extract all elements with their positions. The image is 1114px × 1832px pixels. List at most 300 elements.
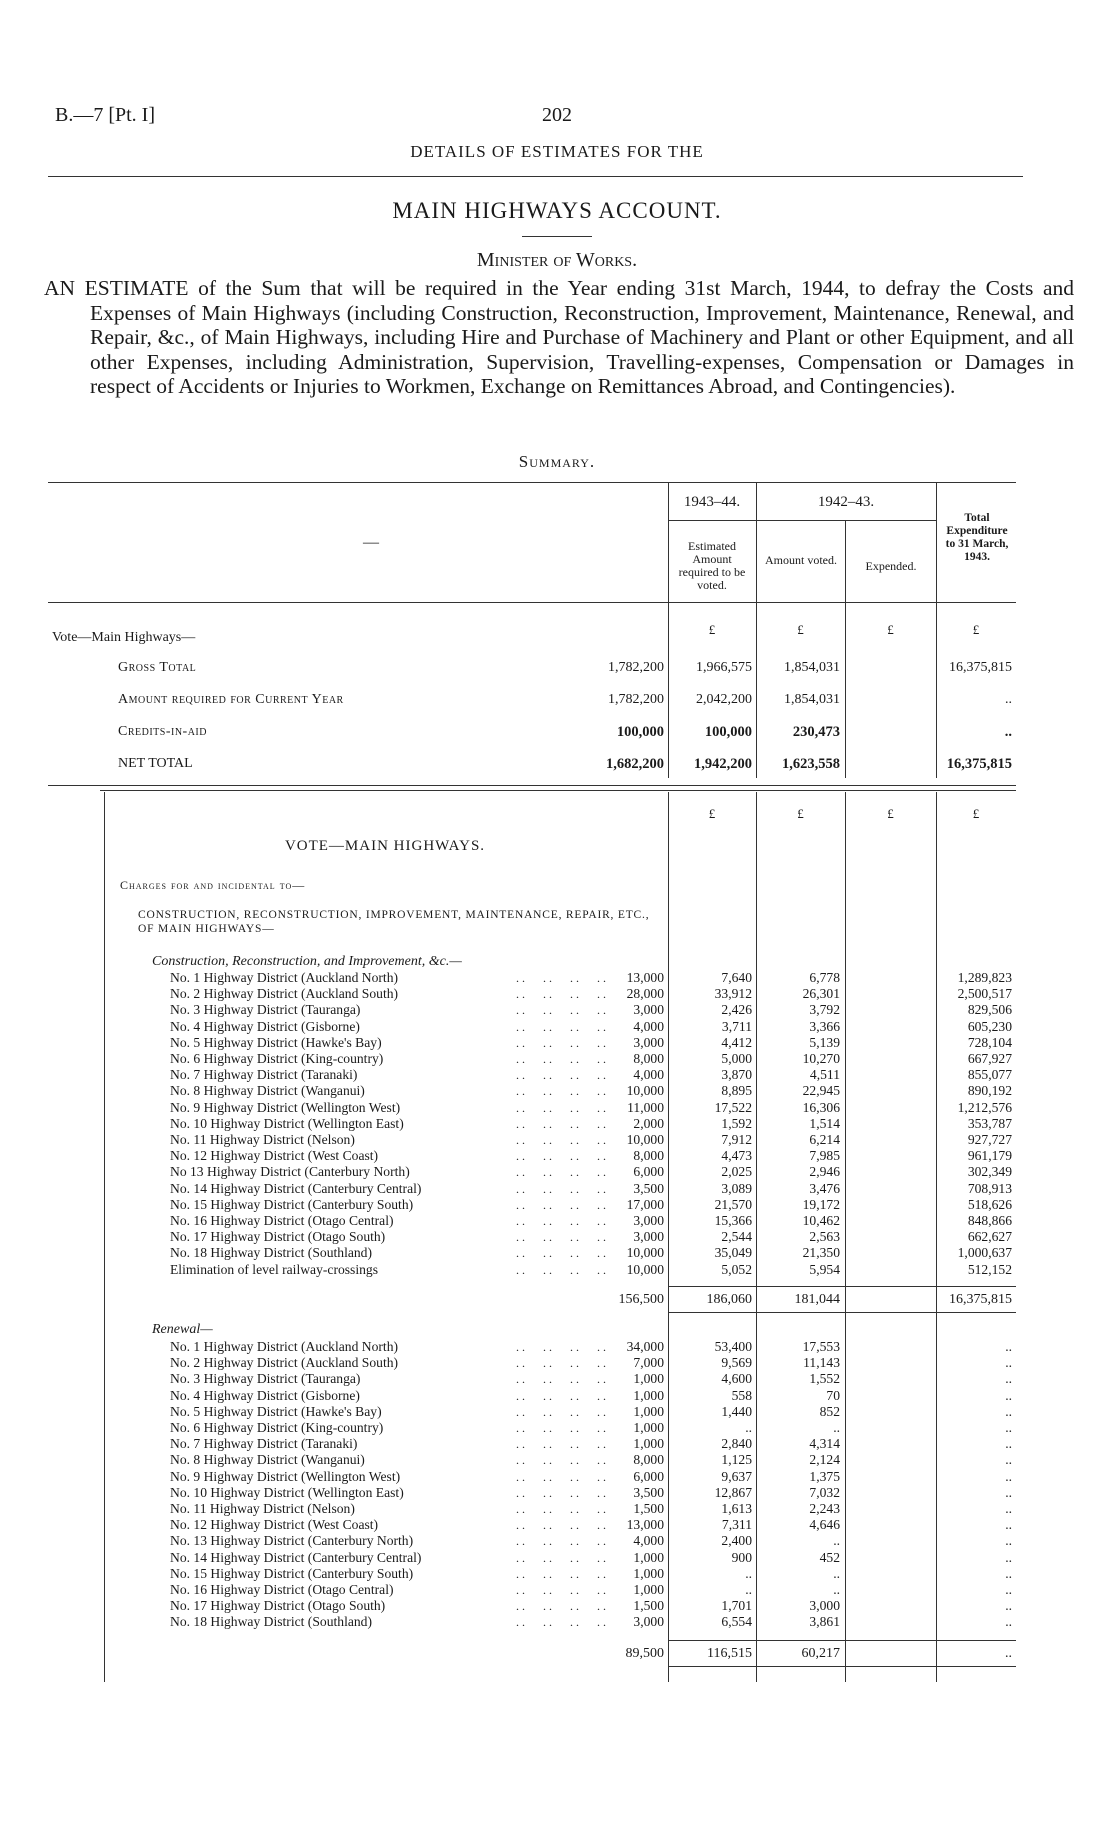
leader-dots: . . . . . . . . <box>510 1453 606 1468</box>
leader-dots: . . . . . . . . <box>510 1356 606 1371</box>
amount-v1: 3,000 <box>633 1229 664 1245</box>
currency-3: £ <box>887 622 894 637</box>
total-expenditure-header: Total Expenditure to 31 March, 1943. <box>945 512 1009 563</box>
district-name: No. 11 Highway District (Nelson) <box>170 1501 355 1516</box>
total-v3: 60,217 <box>801 1646 840 1661</box>
district-name: No. 9 Highway District (Wellington West) <box>170 1099 401 1115</box>
amount-v3: 26,301 <box>802 986 840 1002</box>
summary-cell-v1: 1,782,200 <box>608 692 664 707</box>
summary-cell-v4: 16,375,815 <box>946 756 1012 772</box>
district-name: No. 10 Highway District (Wellington East) <box>170 1484 404 1500</box>
district-name: No. 7 Highway District (Taranaki) <box>170 1067 358 1083</box>
amount-v2: 8,895 <box>721 1083 752 1099</box>
amount-v2: 6,554 <box>721 1614 752 1630</box>
summary-cell-v2: 2,042,200 <box>696 692 752 707</box>
amount-v3: 17,553 <box>802 1339 840 1354</box>
title-rule <box>522 236 592 237</box>
district-name: No. 14 Highway District (Canterbury Central) <box>170 1549 422 1565</box>
table-row <box>0 1002 1114 1018</box>
amount-v2: 5,000 <box>721 1051 752 1066</box>
table-row <box>0 1262 1114 1278</box>
amount-v3: 1,552 <box>809 1371 840 1387</box>
amount-v4: 1,212,576 <box>957 1099 1012 1115</box>
total-v2: 116,515 <box>707 1646 752 1661</box>
amount-v4: .. <box>1005 1484 1012 1500</box>
amount-v1: 3,000 <box>633 1213 664 1228</box>
amount-v3: 21,350 <box>802 1245 840 1261</box>
summary-row-label: Gross Total <box>118 660 197 675</box>
amount-v2: 4,600 <box>721 1371 752 1387</box>
amount-v3: 3,000 <box>809 1598 840 1614</box>
amount-v3: 19,172 <box>802 1196 840 1212</box>
table-row <box>0 1485 1114 1501</box>
amount-v3: 10,270 <box>802 1051 840 1066</box>
amount-v3: .. <box>833 1533 840 1549</box>
amount-v2: 3,870 <box>721 1067 752 1083</box>
amount-v3: 11,143 <box>803 1355 840 1371</box>
table-row <box>0 986 1114 1002</box>
total-v4: .. <box>1005 1646 1012 1661</box>
leader-dots: . . . . . . . . <box>510 1502 606 1516</box>
table-row <box>0 970 1114 986</box>
leader-dots: . . . . . . . . <box>510 1003 606 1018</box>
amount-v4: 927,727 <box>967 1132 1012 1147</box>
leader-dots: . . . . . . . . <box>510 1372 606 1387</box>
leader-dots: . . . . . . . . <box>510 1019 606 1034</box>
district-name: No. 2 Highway District (Auckland South) <box>170 1355 399 1371</box>
amount-v1: 10,000 <box>626 1245 664 1261</box>
amount-v1: 2,000 <box>633 1115 664 1131</box>
district-name: No. 15 Highway District (Canterbury South) <box>170 1196 414 1212</box>
amount-v3: 16,306 <box>802 1099 840 1115</box>
amount-v4: 961,179 <box>967 1148 1012 1164</box>
amount-v2: 12,867 <box>714 1484 752 1500</box>
amount-v2: 4,473 <box>721 1148 752 1164</box>
amount-v1: 3,000 <box>633 1034 664 1050</box>
amount-v4: 1,289,823 <box>957 970 1012 985</box>
leader-dots: . . . . . . . . <box>510 1469 606 1484</box>
amount-v1: 1,500 <box>633 1501 664 1516</box>
amount-v4: 890,192 <box>967 1083 1012 1099</box>
table-row <box>0 1229 1114 1245</box>
leader-dots: . . . . . . . . <box>510 1262 606 1277</box>
table-row <box>0 1452 1114 1468</box>
amount-v3: 6,778 <box>809 970 840 985</box>
table-row <box>0 1533 1114 1549</box>
table-row <box>0 1339 1114 1355</box>
summary-cell-v4: .. <box>1004 724 1012 740</box>
detail-currency-1: £ <box>708 806 716 821</box>
leader-dots: . . . . . . . . <box>510 1197 606 1212</box>
amount-v3: 2,124 <box>809 1452 840 1468</box>
district-name: No. 12 Highway District (West Coast) <box>170 1148 379 1164</box>
district-name: No. 15 Highway District (Canterbury South) <box>170 1565 414 1581</box>
amount-v3: 4,511 <box>809 1067 840 1083</box>
table-row <box>0 1598 1114 1614</box>
document-reference: B.—7 [Pt. I] <box>55 104 155 126</box>
amount-v4: .. <box>1005 1582 1012 1597</box>
amount-v3: 4,646 <box>809 1517 840 1533</box>
leader-dots: . . . . . . . . <box>510 1534 606 1549</box>
amount-v4: .. <box>1005 1436 1012 1452</box>
district-name: Elimination of level railway-crossings <box>170 1261 379 1277</box>
amount-v2: 7,912 <box>721 1132 752 1147</box>
amount-v3: 10,462 <box>802 1213 840 1228</box>
amount-v4: .. <box>1005 1517 1012 1533</box>
summary-row-label: Amount required for Current Year <box>118 692 344 707</box>
amount-v2: 2,840 <box>721 1436 752 1452</box>
summary-bottom-rule-2 <box>100 790 1016 791</box>
amount-v4: .. <box>1005 1355 1012 1371</box>
amount-v1: 13,000 <box>626 1517 664 1533</box>
district-name: No. 18 Highway District (Southland) <box>170 1245 372 1261</box>
amount-v1: 4,000 <box>633 1067 664 1083</box>
amount-v3: 2,946 <box>809 1164 840 1180</box>
amount-v3: .. <box>833 1420 840 1435</box>
leader-dots: . . . . . . . . <box>510 1485 606 1500</box>
district-name: No. 5 Highway District (Hawke's Bay) <box>170 1034 382 1050</box>
table-row <box>0 1582 1114 1598</box>
amount-v1: 3,500 <box>633 1180 664 1196</box>
total-v1: 156,500 <box>618 1292 664 1307</box>
amount-v3: 7,032 <box>809 1484 840 1500</box>
amount-v2: 2,544 <box>721 1229 752 1245</box>
table-row <box>0 1019 1114 1035</box>
amount-v2: .. <box>745 1582 752 1597</box>
table-row <box>0 1245 1114 1261</box>
amount-v3: 4,314 <box>809 1436 840 1452</box>
amount-v3: 3,792 <box>809 1002 840 1018</box>
leader-dots: . . . . . . . . <box>510 1100 606 1115</box>
amount-v4: 512,152 <box>967 1261 1012 1277</box>
leader-dots: . . . . . . . . <box>510 1181 606 1196</box>
amount-v3: 3,861 <box>809 1614 840 1630</box>
summary-cell-v3: 1,623,558 <box>782 756 840 772</box>
leader-dots: . . . . . . . . <box>510 1116 606 1131</box>
amount-v2: 1,592 <box>721 1115 752 1131</box>
amount-v2: 7,640 <box>721 970 752 985</box>
amount-v2: 558 <box>731 1387 752 1403</box>
district-name: No. 13 Highway District (Canterbury North) <box>170 1533 414 1549</box>
district-name: No 13 Highway District (Canterbury North) <box>170 1164 410 1180</box>
amount-v2: 5,052 <box>721 1261 752 1277</box>
amount-v1: 8,000 <box>633 1051 664 1066</box>
district-name: No. 3 Highway District (Tauranga) <box>170 1002 361 1018</box>
table-row <box>0 1517 1114 1533</box>
amount-v1: 7,000 <box>633 1355 664 1371</box>
table-row <box>0 1371 1114 1387</box>
table-row <box>0 1051 1114 1067</box>
amount-v4: .. <box>1005 1501 1012 1516</box>
leader-dots: . . . . . . . . <box>510 987 606 1002</box>
amount-v4: .. <box>1005 1452 1012 1468</box>
amount-v1: 1,000 <box>633 1403 664 1419</box>
amount-v2: 9,569 <box>721 1355 752 1371</box>
district-name: No. 8 Highway District (Wanganui) <box>170 1083 365 1099</box>
amount-v2: 33,912 <box>714 986 752 1002</box>
table-row <box>0 1388 1114 1404</box>
amount-v4: 848,866 <box>967 1213 1012 1228</box>
table-row <box>0 1067 1114 1083</box>
amount-v2: 35,049 <box>714 1245 752 1261</box>
amount-v1: 10,000 <box>626 1261 664 1277</box>
amount-v2: .. <box>745 1420 752 1435</box>
amount-v1: 1,000 <box>633 1565 664 1581</box>
amount-v4: 728,104 <box>967 1034 1012 1050</box>
summary-cell-v1: 1,782,200 <box>608 660 664 675</box>
amount-v2: 21,570 <box>714 1196 752 1212</box>
summary-row-label: NET TOTAL <box>118 756 193 771</box>
amount-v4: 829,506 <box>967 1002 1012 1018</box>
summary-header-bottom-rule <box>48 602 1016 603</box>
table-row <box>0 1181 1114 1197</box>
amount-v3: 3,366 <box>809 1018 840 1034</box>
amount-v3: 70 <box>826 1387 840 1403</box>
amount-v3: 2,563 <box>809 1229 840 1245</box>
amount-v4: 662,627 <box>967 1229 1012 1245</box>
summary-top-rule <box>48 482 1016 483</box>
leader-dots: . . . . . . . . <box>510 1599 606 1614</box>
amount-v4: 518,626 <box>967 1196 1012 1212</box>
amount-v2: 1,613 <box>721 1501 752 1516</box>
table-row <box>0 1501 1114 1517</box>
leader-dots: . . . . . . . . <box>510 1246 606 1261</box>
amount-v1: 4,000 <box>633 1018 664 1034</box>
leader-dots: . . . . . . . . <box>510 1068 606 1083</box>
district-name: No. 6 Highway District (King-country) <box>170 1420 384 1435</box>
district-name: No. 18 Highway District (Southland) <box>170 1614 372 1630</box>
table-row <box>0 1164 1114 1180</box>
amount-v1: 4,000 <box>633 1533 664 1549</box>
header-rule <box>48 176 1023 177</box>
amount-v2: 1,440 <box>721 1403 752 1419</box>
amount-v1: 10,000 <box>626 1132 664 1147</box>
table-row <box>0 1083 1114 1099</box>
amount-v3: 1,514 <box>809 1115 840 1131</box>
col-rule-4 <box>936 482 937 602</box>
amount-v1: 28,000 <box>626 986 664 1002</box>
table-row <box>0 1436 1114 1452</box>
summary-cell-v4: 16,375,815 <box>949 660 1012 675</box>
amount-v2: 53,400 <box>714 1339 752 1354</box>
district-name: No. 8 Highway District (Wanganui) <box>170 1452 365 1468</box>
amount-v4: 302,349 <box>967 1164 1012 1180</box>
table-row <box>0 1614 1114 1630</box>
district-name: No. 16 Highway District (Otago Central) <box>170 1213 394 1228</box>
table-row <box>0 1420 1114 1436</box>
amount-v3: 5,954 <box>809 1261 840 1277</box>
table-row <box>0 1355 1114 1371</box>
district-name: No. 4 Highway District (Gisborne) <box>170 1018 360 1034</box>
district-name: No. 12 Highway District (West Coast) <box>170 1517 379 1533</box>
amount-v4: .. <box>1005 1549 1012 1565</box>
amount-v1: 17,000 <box>626 1196 664 1212</box>
summary-cell-v2: 1,942,200 <box>694 756 752 772</box>
amount-v4: .. <box>1005 1403 1012 1419</box>
detail-currency-4: £ <box>972 806 980 821</box>
year-1943-44: 1943–44. <box>683 494 741 510</box>
amount-v4: .. <box>1005 1371 1012 1387</box>
amount-v3: 6,214 <box>809 1132 840 1147</box>
table-row <box>0 1148 1114 1164</box>
amount-v3: .. <box>833 1565 840 1581</box>
vote-heading: VOTE—MAIN HIGHWAYS. <box>284 838 486 854</box>
amount-v1: 13,000 <box>626 970 664 985</box>
construction-heading: CONSTRUCTION, RECONSTRUCTION, IMPROVEMENT, MAINTENANCE, REPAIR, ETC., OF MAIN HIGHWAYS— <box>138 909 650 935</box>
amount-v4: 2,500,517 <box>957 986 1012 1002</box>
district-name: No. 1 Highway District (Auckland North) <box>170 1339 399 1354</box>
construction-total-rule <box>668 1286 1016 1287</box>
leader-dots: . . . . . . . . <box>510 1404 606 1419</box>
table-row <box>0 1566 1114 1582</box>
summary-cell-v3: 1,854,031 <box>784 660 840 675</box>
amount-v1: 6,000 <box>633 1164 664 1180</box>
district-name: No. 11 Highway District (Nelson) <box>170 1132 355 1147</box>
leader-dots: . . . . . . . . <box>510 1550 606 1565</box>
amount-v2: 3,089 <box>721 1180 752 1196</box>
leader-dots: . . . . . . . . <box>510 971 606 985</box>
summary-bottom-rule-1 <box>48 785 1016 786</box>
leader-dots: . . . . . . . . <box>510 1615 606 1630</box>
amount-v3: 1,375 <box>809 1468 840 1484</box>
amount-v4: .. <box>1005 1614 1012 1630</box>
currency-4: £ <box>972 622 980 637</box>
leader-dots: . . . . . . . . <box>510 1566 606 1581</box>
table-row <box>0 1404 1114 1420</box>
charges-heading: Charges for and incidental to— <box>120 878 306 892</box>
summary-cell-v3: 230,473 <box>792 724 840 740</box>
amount-v4: .. <box>1005 1533 1012 1549</box>
table-row <box>0 1116 1114 1132</box>
amount-v2: 1,701 <box>721 1598 752 1614</box>
amount-v1: 1,000 <box>633 1582 664 1597</box>
district-name: No. 1 Highway District (Auckland North) <box>170 970 399 985</box>
leader-dots: . . . . . . . . <box>510 1052 606 1066</box>
leader-dots: . . . . . . . . <box>510 1165 606 1180</box>
minister-heading: Minister of Works. <box>476 249 638 271</box>
amount-v2: 9,637 <box>721 1468 752 1484</box>
amount-v2: 900 <box>731 1549 752 1565</box>
amount-v4: .. <box>1005 1339 1012 1354</box>
construction-subheading: Construction, Reconstruction, and Improvement, &c.— <box>152 954 462 969</box>
page-number: 202 <box>542 104 572 126</box>
amount-v3: 452 <box>819 1549 840 1565</box>
estimate-intro-paragraph: AN ESTIMATE of the Sum that will be required in the Year ending 31st March, 1944, to defray the Costs and Expenses of Main Highways (including Construction, Reconstruction, Improvement, Maintenance, Renewal, and Repair, &c., of Main Highways, including Hire and Purchase of Machinery and Plant or other Equipment, and all other Expenses, including Administration, Supervision, Travelling-expenses, Compensation or Damages in respect of Accidents or Injuries to Workmen, Exchange on Remittances Abroad, and Contingencies). <box>44 276 1074 399</box>
district-name: No. 17 Highway District (Otago South) <box>170 1229 386 1245</box>
district-name: No. 10 Highway District (Wellington East) <box>170 1115 404 1131</box>
total-v1: 89,500 <box>625 1646 664 1661</box>
table-row <box>0 1132 1114 1148</box>
amount-v1: 1,000 <box>633 1387 664 1403</box>
amount-v4: .. <box>1005 1468 1012 1484</box>
amount-v2: 7,311 <box>721 1517 752 1533</box>
estimated-amount-header: Estimated Amount required to be voted. <box>678 539 746 592</box>
leader-dots: . . . . . . . . <box>510 1035 606 1050</box>
amount-v1: 34,000 <box>626 1339 664 1354</box>
currency-2: £ <box>797 622 804 637</box>
amount-v1: 6,000 <box>633 1468 664 1484</box>
amount-v4: 353,787 <box>967 1115 1012 1131</box>
amount-v3: .. <box>833 1582 840 1597</box>
expended-header: Expended. <box>865 559 917 573</box>
amount-v2: 17,522 <box>714 1099 752 1115</box>
leader-dots: . . . . . . . . <box>510 1583 606 1597</box>
amount-v1: 8,000 <box>633 1148 664 1164</box>
amount-v4: .. <box>1005 1387 1012 1403</box>
detail-currency-2: £ <box>797 806 804 821</box>
summary-cell-v4: .. <box>1005 692 1012 707</box>
summary-cell-v1: 100,000 <box>616 724 664 740</box>
amount-v3: 852 <box>819 1403 840 1419</box>
amount-v2: 2,426 <box>721 1002 752 1018</box>
amount-v4: .. <box>1005 1420 1012 1435</box>
amount-v1: 3,000 <box>633 1002 664 1018</box>
detail-currency-3: £ <box>887 806 894 821</box>
amount-v4: .. <box>1005 1565 1012 1581</box>
amount-v1: 3,000 <box>633 1614 664 1630</box>
summary-cell-v2: 1,966,575 <box>696 660 752 675</box>
district-name: No. 5 Highway District (Hawke's Bay) <box>170 1403 382 1419</box>
renewal-total-bottom-rule <box>668 1666 1016 1667</box>
table-row <box>0 1100 1114 1116</box>
amount-v1: 3,500 <box>633 1484 664 1500</box>
amount-v4: 1,000,637 <box>957 1245 1012 1261</box>
summary-row-label: Credits-in-aid <box>118 724 207 739</box>
amount-v2: 3,711 <box>721 1018 752 1034</box>
account-title: MAIN HIGHWAYS ACCOUNT. <box>392 198 722 223</box>
amount-v3: 3,476 <box>809 1180 840 1196</box>
district-name: No. 3 Highway District (Tauranga) <box>170 1371 361 1387</box>
amount-v4: .. <box>1005 1598 1012 1614</box>
summary-cell-v1: 1,682,200 <box>606 756 664 772</box>
amount-v4: 855,077 <box>967 1067 1012 1083</box>
leader-dots: . . . . . . . . <box>510 1421 606 1435</box>
column-dash: — <box>363 534 379 551</box>
col-rule-3 <box>845 520 846 602</box>
summary-cell-v3: 1,854,031 <box>784 692 840 707</box>
district-name: No. 2 Highway District (Auckland South) <box>170 986 399 1002</box>
total-v2: 186,060 <box>706 1292 752 1307</box>
amount-v1: 1,000 <box>633 1371 664 1387</box>
leader-dots: . . . . . . . . <box>510 1133 606 1147</box>
amount-v1: 1,500 <box>633 1598 664 1614</box>
year-header-rule <box>668 520 936 521</box>
district-name: No. 6 Highway District (King-country) <box>170 1051 384 1066</box>
amount-v1: 11,000 <box>627 1099 664 1115</box>
amount-v2: .. <box>745 1565 752 1581</box>
table-row <box>0 1550 1114 1566</box>
details-heading: DETAILS OF ESTIMATES FOR THE <box>410 142 704 161</box>
leader-dots: . . . . . . . . <box>510 1340 606 1354</box>
district-name: No. 9 Highway District (Wellington West) <box>170 1468 401 1484</box>
total-v3: 181,044 <box>794 1292 840 1307</box>
year-1942-43: 1942–43. <box>817 494 875 510</box>
amount-v1: 1,000 <box>633 1420 664 1435</box>
amount-v3: 22,945 <box>802 1083 840 1099</box>
table-row <box>0 1469 1114 1485</box>
currency-1: £ <box>708 622 716 637</box>
amount-v2: 4,412 <box>721 1034 752 1050</box>
leader-dots: . . . . . . . . <box>510 1149 606 1164</box>
amount-v1: 8,000 <box>633 1452 664 1468</box>
table-row <box>0 1035 1114 1051</box>
amount-v1: 10,000 <box>626 1083 664 1099</box>
leader-dots: . . . . . . . . <box>510 1230 606 1245</box>
summary-vote-label: Vote—Main Highways— <box>52 630 196 645</box>
renewal-subheading: Renewal— <box>152 1322 213 1337</box>
leader-dots: . . . . . . . . <box>510 1437 606 1452</box>
leader-dots: . . . . . . . . <box>510 1084 606 1099</box>
